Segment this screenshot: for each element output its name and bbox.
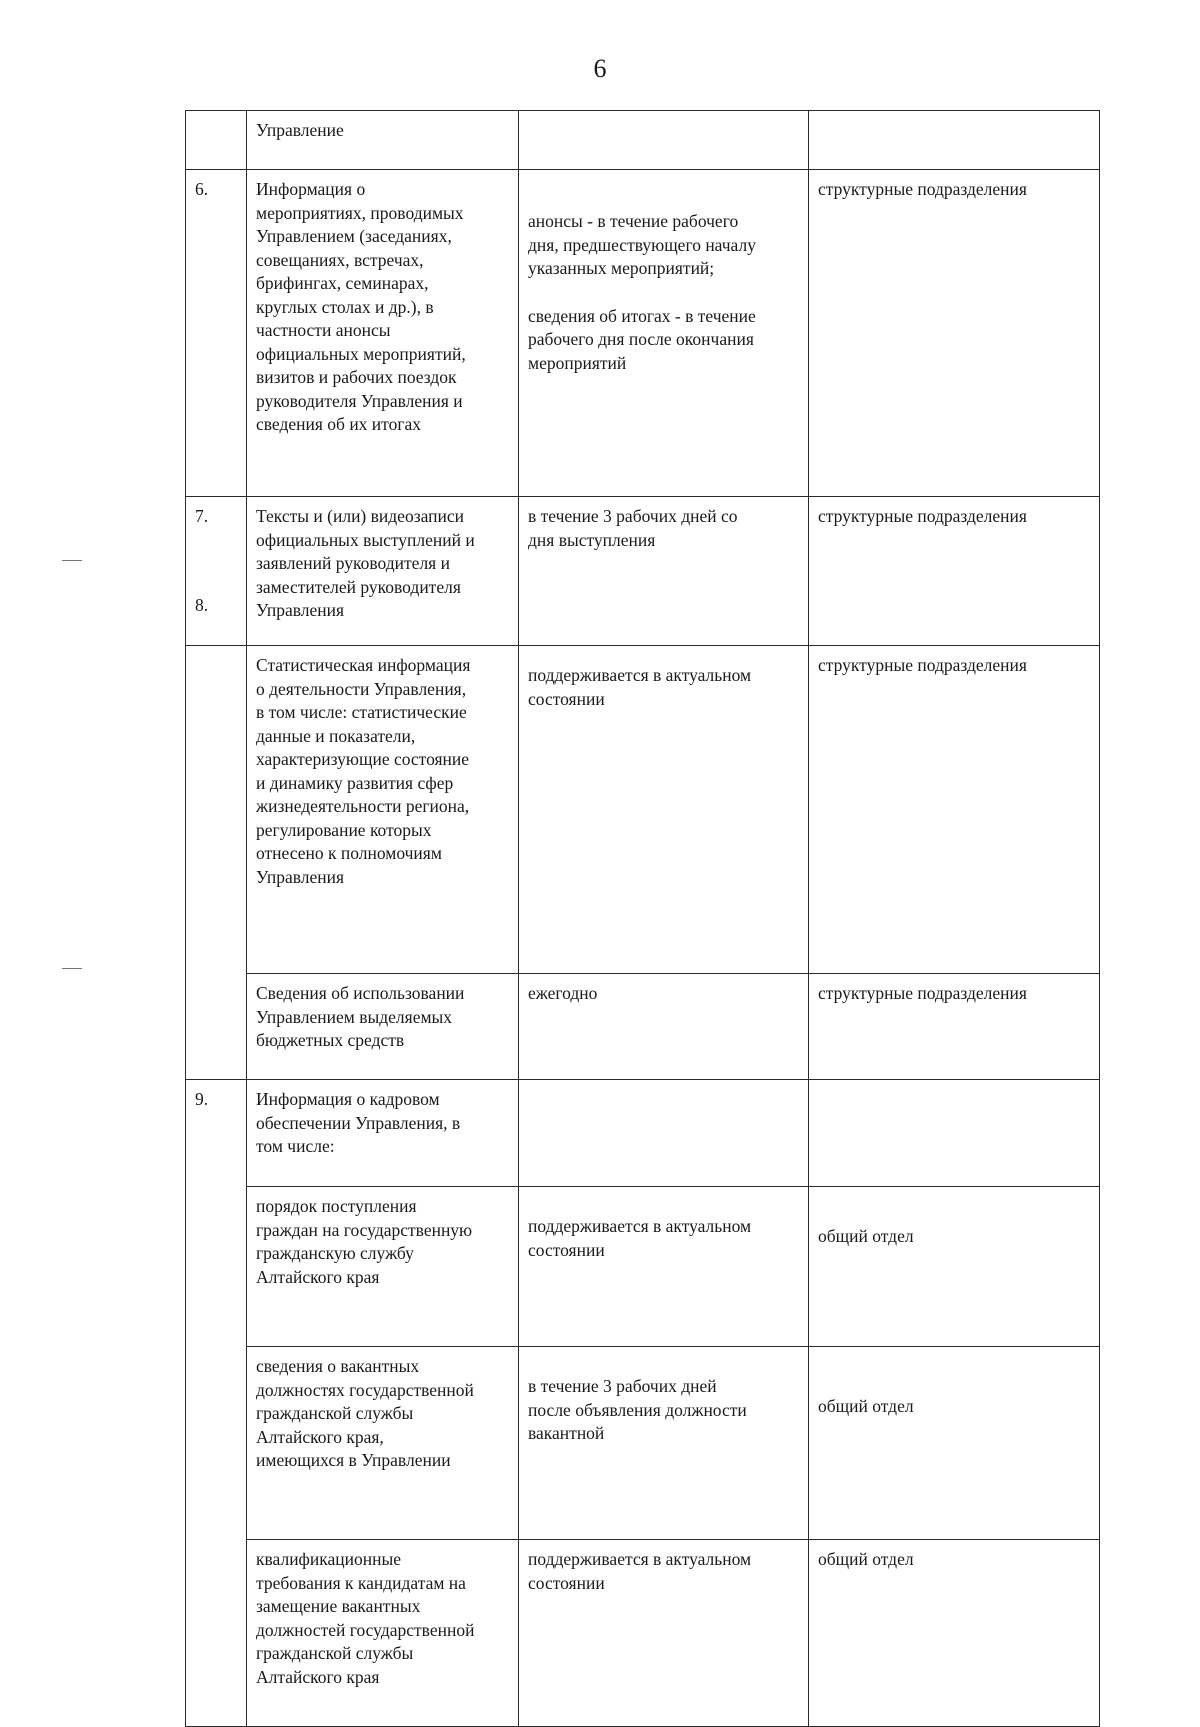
info-name-cell: квалификационные требования к кандидатам на замещение вакантных должностей государственной гражданской службы Алтайского края xyxy=(247,1540,519,1727)
table-row xyxy=(186,1080,1100,1187)
info-name-cell: Статистическая информация о деятельности Управления, в том числе: статистические данные и показатели, характеризующие состояние и динамику развития сфер жизнедеятельности региона, регулирование которых отнесено к полномочиям Управления xyxy=(247,646,519,974)
term-cell: ежегодно xyxy=(519,974,809,1080)
row-number xyxy=(186,595,247,1080)
responsible-cell: общий отдел xyxy=(809,1187,1100,1347)
term-cell: поддерживается в актуальном состоянии xyxy=(519,1540,809,1727)
responsible-cell: структурные подразделения xyxy=(809,497,1100,646)
responsible-cell: общий отдел xyxy=(809,1347,1100,1540)
term-results: сведения об итогах - в течение рабочего дня после окончания мероприятий xyxy=(528,305,756,373)
term-cell xyxy=(519,1080,809,1187)
row-number: 6. xyxy=(186,170,247,497)
row-number: 7. xyxy=(186,497,247,646)
table-row xyxy=(186,170,1100,497)
responsible-cell xyxy=(809,111,1100,170)
info-name-cell: порядок поступления граждан на государственную гражданскую службу Алтайского края xyxy=(247,1187,519,1347)
page-number: 6 xyxy=(593,54,607,83)
row-number: 9. xyxy=(186,1080,247,1727)
row-number-text: 8. xyxy=(195,595,209,615)
disclosure-table xyxy=(185,110,1100,1727)
table-row xyxy=(186,1540,1100,1727)
margin-mark xyxy=(62,968,82,969)
term-cell: поддерживается в актуальном состоянии xyxy=(519,1187,809,1347)
paragraph-gap xyxy=(528,281,800,305)
term-cell xyxy=(519,170,809,497)
info-name-cell: Тексты и (или) видеозаписи официальных выступлений и заявлений руководителя и заместителей руководителя Управления xyxy=(247,497,519,646)
term-cell: в течение 3 рабочих дней после объявления должности вакантной xyxy=(519,1347,809,1540)
responsible-cell: структурные подразделения xyxy=(809,170,1100,497)
info-name-cell: Информация о кадровом обеспечении Управления, в том числе: xyxy=(247,1080,519,1187)
responsible-cell: структурные подразделения xyxy=(809,974,1100,1080)
term-cell xyxy=(519,111,809,170)
responsible-cell: общий отдел xyxy=(809,1540,1100,1727)
info-name-cell: Информация о мероприятиях, проводимых Управлением (заседаниях, совещаниях, встречах, брифингах, семинарах, круглых столах и др.), в частности анонсы официальных мероприятий, визитов и рабочих поездок руководителя Управления и сведения об их итогах xyxy=(247,170,519,497)
term-cell: в течение 3 рабочих дней со дня выступления xyxy=(519,497,809,646)
table-row xyxy=(186,974,1100,1080)
info-name-cell: сведения о вакантных должностях государственной гражданской службы Алтайского края, имеющихся в Управлении xyxy=(247,1347,519,1540)
responsible-cell: структурные подразделения xyxy=(809,646,1100,974)
term-announcements: анонсы - в течение рабочего дня, предшествующего началу указанных мероприятий; xyxy=(528,211,756,278)
table-row xyxy=(186,646,1100,974)
table-row xyxy=(186,111,1100,170)
info-name-cell: Сведения об использовании Управлением выделяемых бюджетных средств xyxy=(247,974,519,1080)
term-cell: поддерживается в актуальном состоянии xyxy=(519,646,809,974)
responsible-cell xyxy=(809,1080,1100,1187)
row-number xyxy=(186,111,247,170)
margin-mark xyxy=(62,560,82,561)
table-row xyxy=(186,1347,1100,1540)
table-row xyxy=(186,1187,1100,1347)
table-row xyxy=(186,497,1100,646)
info-name-cell: Управление xyxy=(247,111,519,170)
